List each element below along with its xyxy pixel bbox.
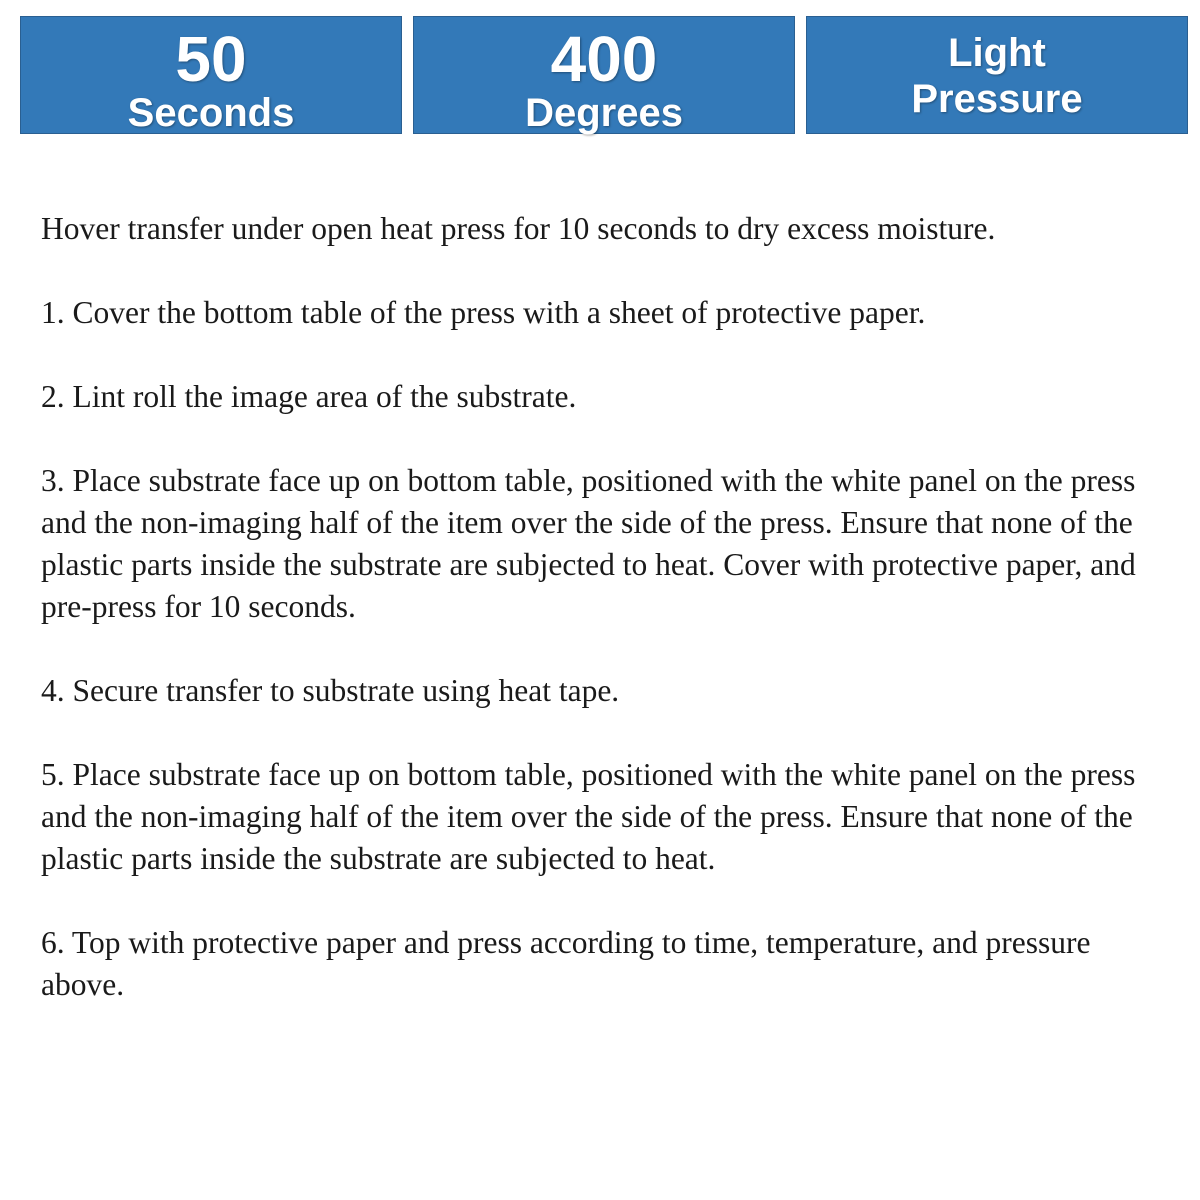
time-unit: Seconds — [127, 91, 295, 135]
instructions — [41, 208, 1181, 1048]
step-6: 6. Top with protective paper and press according to time, temperature, and pressure above. — [41, 925, 1091, 1002]
step-1: 1. Cover the bottom table of the press with a sheet of protective paper. — [41, 295, 926, 330]
step-4: 4. Secure transfer to substrate using heat tape. — [41, 673, 620, 708]
pressure-label: Pressure — [911, 77, 1083, 121]
temperature-unit: Degrees — [525, 91, 683, 135]
step-5: 5. Place substrate face up on bottom table, positioned with the white panel on the press and the non-imaging half of the item over the side of the press. Ensure that none of the plastic parts inside the substrate are subjected to heat. — [41, 757, 1136, 876]
settings-badges — [20, 16, 1188, 136]
temperature-value: 400 — [550, 23, 658, 95]
temperature-badge — [413, 16, 795, 134]
pressure-badge — [806, 16, 1188, 134]
step-3: 3. Place substrate face up on bottom table, positioned with the white panel on the press and the non-imaging half of the item over the side of the press. Ensure that none of the plastic parts inside the substrate are subjected to heat. Cover with protective paper, and pre-press for 10 seconds. — [41, 463, 1136, 624]
step-2: 2. Lint roll the image area of the substrate. — [41, 379, 577, 414]
time-value: 50 — [175, 23, 247, 95]
pressure-level: Light — [948, 31, 1046, 75]
intro-text: Hover transfer under open heat press for 10 seconds to dry excess moisture. — [41, 211, 996, 246]
time-badge — [20, 16, 402, 134]
